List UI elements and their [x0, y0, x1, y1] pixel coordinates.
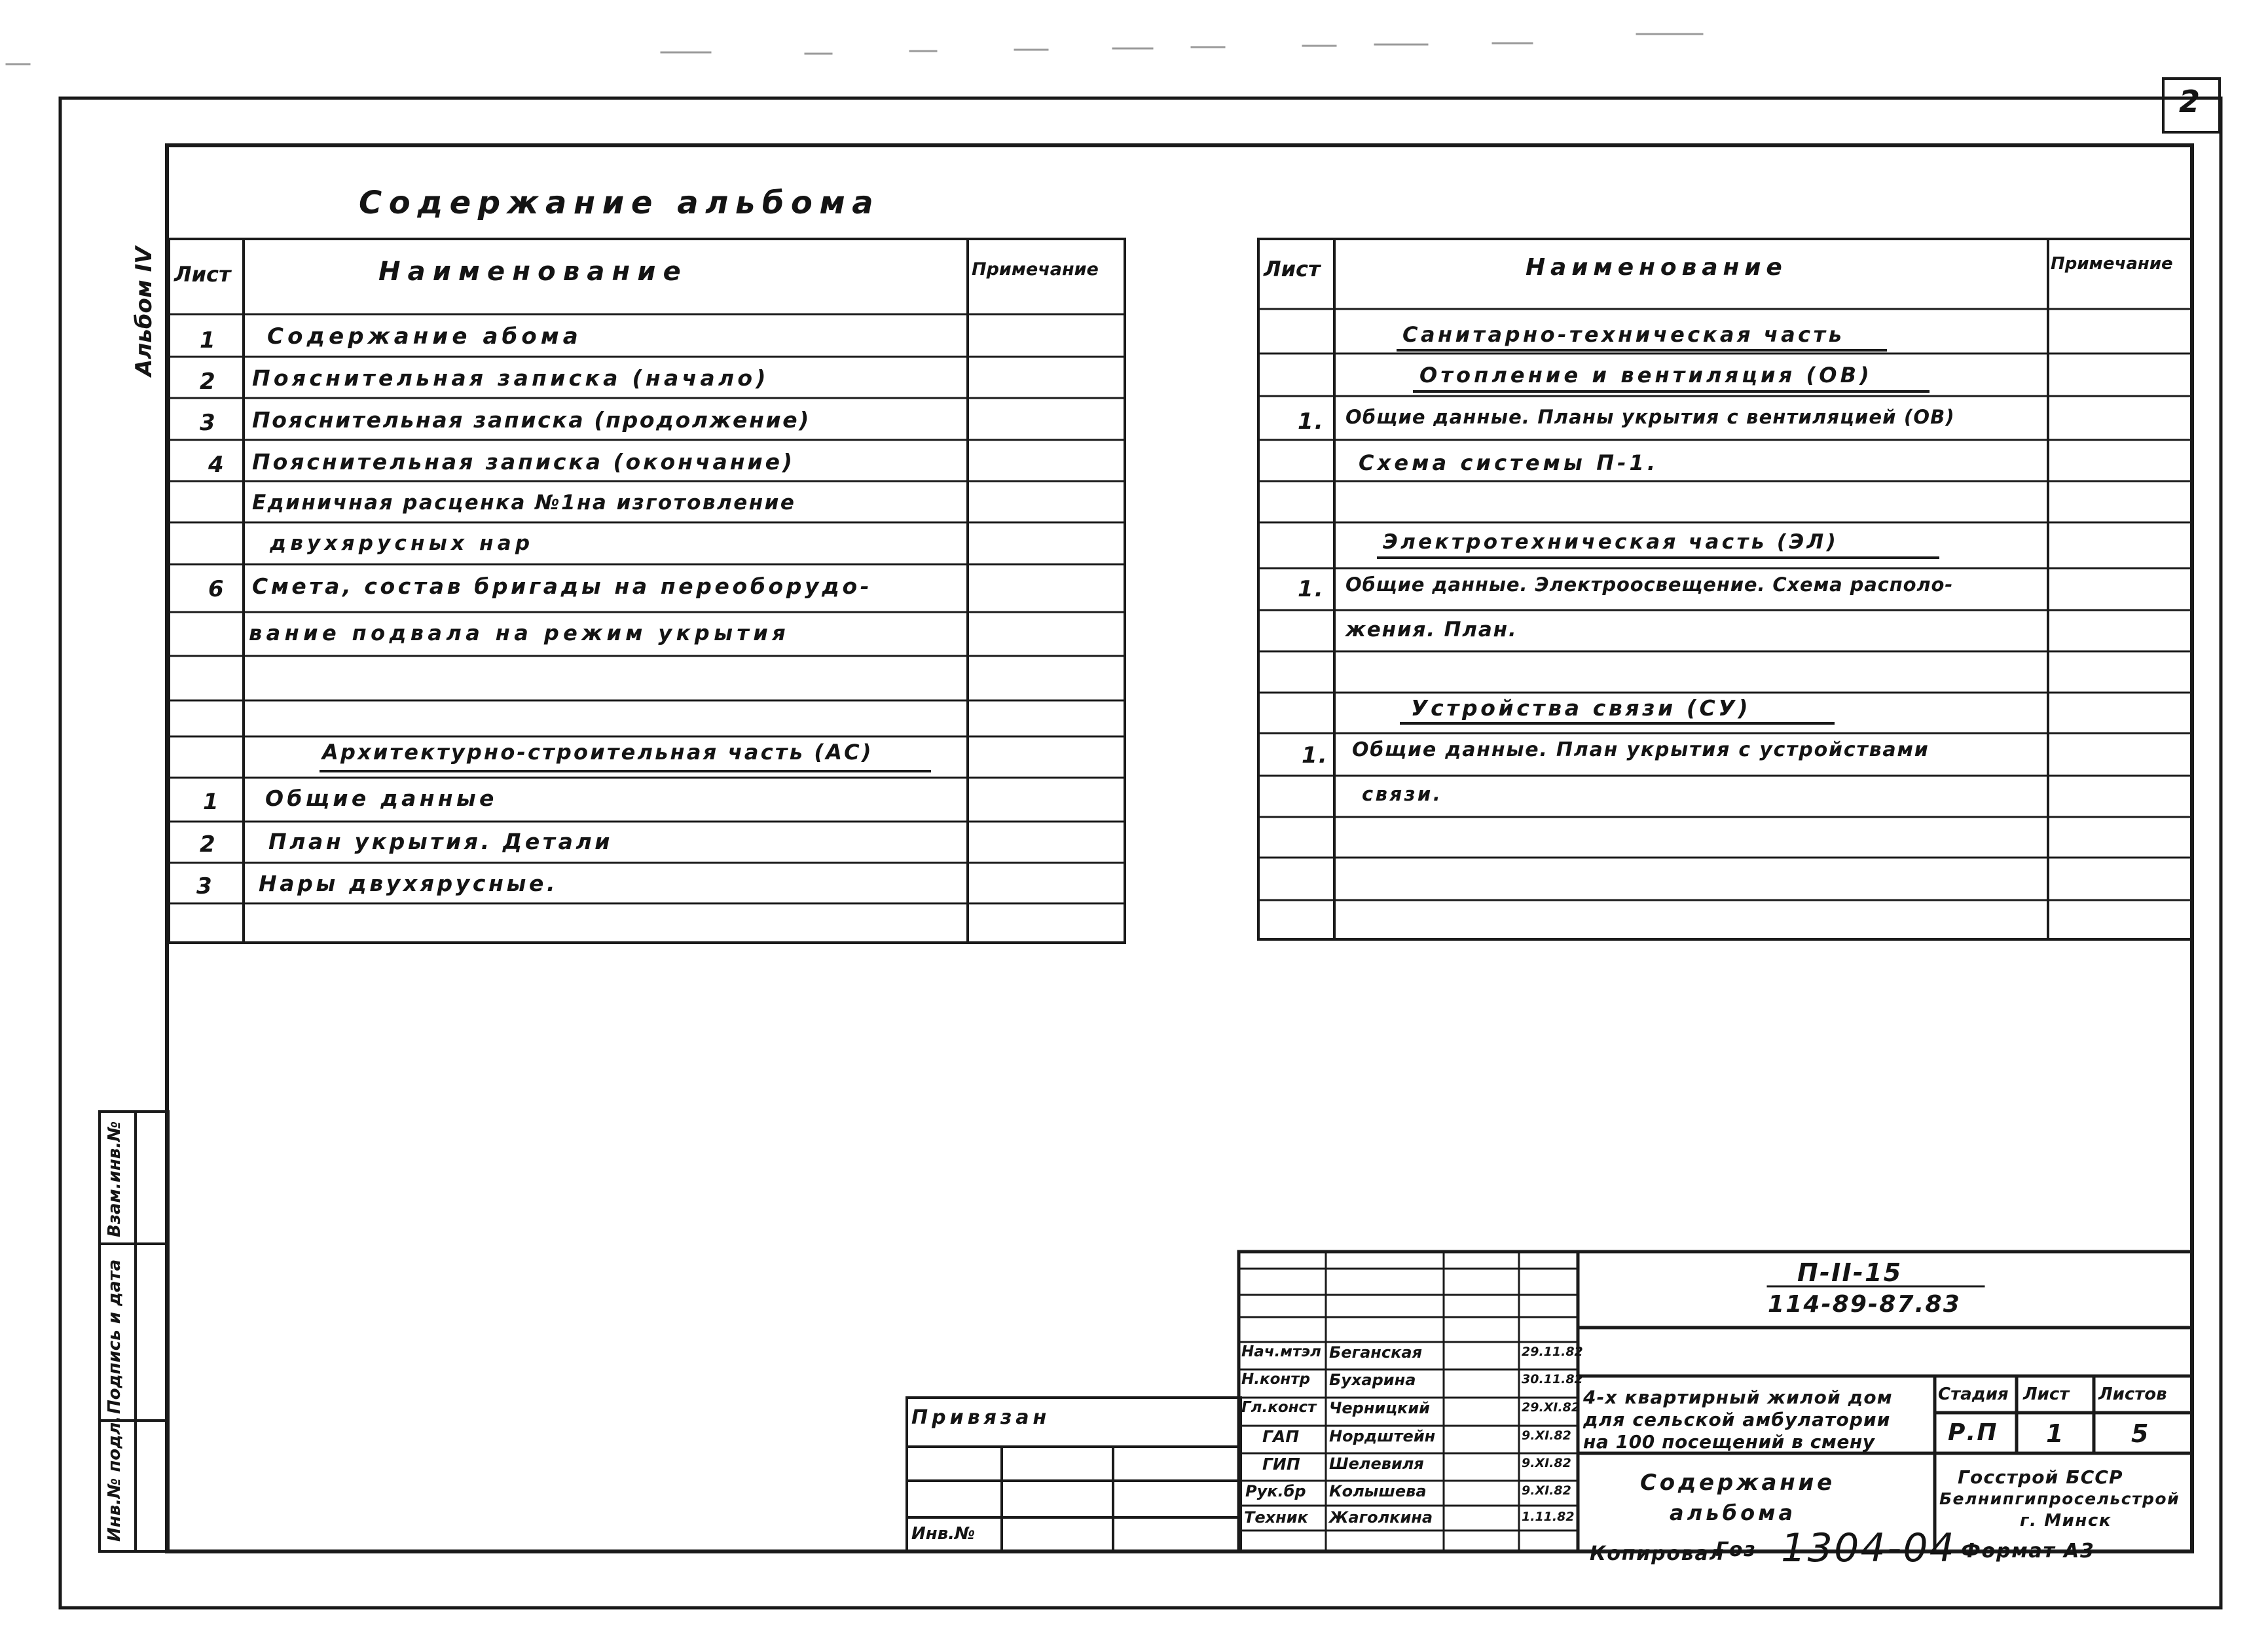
binding-label: Привязан — [911, 1406, 1051, 1429]
left-row-sheet: 2 — [200, 831, 217, 858]
staff-name: Бухарина — [1329, 1371, 1416, 1389]
right-header-name: Наименование — [1526, 254, 1787, 281]
staff-date: 9.XI.82 — [1522, 1456, 1571, 1470]
right-section-heading: Санитарно-техническая часть — [1402, 322, 1845, 347]
drawing-number: 1304-04 — [1781, 1525, 1956, 1571]
right-row-name: Общие данные. План укрытия с устройствами — [1352, 738, 1930, 761]
sheet-value: 1 — [2046, 1419, 2065, 1448]
right-row-name: связи. — [1362, 783, 1443, 805]
org-line: Белнипгипросельстрой — [1939, 1489, 2180, 1508]
project-name-line: для сельской амбулатории — [1583, 1409, 1891, 1430]
format-label: Формат А3 — [1961, 1540, 2095, 1563]
left-row-sheet: 3 — [196, 873, 213, 899]
staff-date: 29.11.82 — [1522, 1345, 1583, 1359]
right-row-name: Схема системы П-1. — [1359, 450, 1659, 475]
staff-name: Колышева — [1329, 1482, 1427, 1500]
left-section-heading: Архитектурно-строительная часть (АС) — [322, 740, 873, 765]
document-title: Содержание альбома — [359, 185, 881, 221]
left-row-name: Нары двухярусные. — [259, 871, 558, 896]
right-row-name: Общие данные. Электроосвещение. Схема располо- — [1345, 573, 1954, 596]
left-row-sheet: 3 — [200, 410, 217, 436]
copied-label: Копировал — [1590, 1542, 1725, 1565]
side-stamp-sign-date-label: Подпись и дата — [105, 1259, 124, 1414]
left-row-sheet: 6 — [208, 576, 225, 602]
staff-date: 29.XI.82 — [1522, 1400, 1581, 1415]
staff-date: 9.XI.82 — [1522, 1428, 1571, 1443]
left-header-name: Наименование — [378, 257, 688, 287]
staff-name: Нордштейн — [1329, 1427, 1436, 1445]
side-stamp-inv-label: Инв.№ подл. — [105, 1415, 124, 1542]
staff-role: Н.контр — [1241, 1371, 1311, 1388]
staff-date: 30.11.82 — [1522, 1372, 1583, 1386]
left-row-name: Общие данные — [265, 786, 498, 811]
left-row-name: Смета, состав бригады на переоборудо- — [252, 573, 873, 599]
project-code-line1: П-II-15 — [1797, 1258, 1903, 1287]
sheet-header: Лист — [2023, 1385, 2070, 1404]
stage-value: Р.П — [1948, 1419, 1998, 1446]
right-row-sheet: 1. — [1302, 742, 1328, 769]
left-row-name: Пояснительная записка (продолжение) — [252, 407, 811, 433]
copied-signature: Гоз — [1715, 1538, 1757, 1561]
right-section-heading: Электротехническая часть (ЭЛ) — [1383, 530, 1839, 554]
side-stamp-replace-label: Взам.инв.№ — [105, 1121, 124, 1237]
left-row-name: Пояснительная записка (начало) — [252, 365, 769, 391]
sheet-title-line: альбома — [1670, 1500, 1797, 1525]
right-row-name: Общие данные. Планы укрытия с вентиляцией (ОВ) — [1345, 406, 1955, 428]
staff-name: Шелевиля — [1329, 1455, 1424, 1473]
left-row-name: Единичная расценка №1на изготовление — [252, 491, 796, 515]
album-side-label: Альбом IV — [131, 246, 157, 376]
staff-role: ГИП — [1262, 1455, 1300, 1474]
staff-name: Беганская — [1329, 1343, 1423, 1362]
left-header-sheet: Лист — [174, 262, 231, 287]
staff-role: ГАП — [1262, 1427, 1300, 1446]
left-row-sheet: 4 — [208, 452, 225, 478]
left-row-sheet: 1 — [200, 327, 217, 353]
right-section-heading: Отопление и вентиляция (ОВ) — [1419, 363, 1873, 388]
left-header-note: Примечание — [972, 259, 1099, 280]
org-line: Госстрой БССР — [1958, 1466, 2123, 1488]
left-row-name: двухярусных нар — [270, 532, 534, 555]
stage-header: Стадия — [1938, 1385, 2009, 1404]
left-row-name: вание подвала на режим укрытия — [249, 621, 790, 645]
right-row-name: жения. План. — [1345, 618, 1518, 642]
right-header-sheet: Лист — [1264, 257, 1321, 281]
staff-name: Жаголкина — [1329, 1508, 1433, 1527]
staff-date: 9.XI.82 — [1522, 1483, 1571, 1498]
left-row-name: План укрытия. Детали — [268, 829, 613, 854]
left-row-name: Содержание абома — [267, 323, 582, 350]
left-row-sheet: 1 — [203, 789, 220, 815]
right-row-sheet: 1. — [1298, 576, 1325, 602]
staff-date: 1.11.82 — [1522, 1510, 1575, 1524]
org-line: г. Минск — [2020, 1511, 2112, 1531]
binding-inv-label: Инв.№ — [911, 1524, 976, 1544]
staff-role: Рук.бр — [1245, 1482, 1306, 1500]
right-section-heading: Устройства связи (СУ) — [1411, 695, 1751, 721]
sheets-value: 5 — [2131, 1419, 2150, 1448]
sheets-header: Листов — [2098, 1385, 2167, 1404]
project-code-line2: 114-89-87.83 — [1768, 1291, 1961, 1318]
left-row-sheet: 2 — [200, 369, 217, 395]
staff-role: Гл.конст — [1241, 1399, 1317, 1416]
sheet-number: 2 — [2179, 84, 2202, 119]
staff-role: Нач.мтэл — [1241, 1343, 1321, 1360]
right-header-note: Примечание — [2051, 254, 2173, 274]
project-name-line: на 100 посещений в смену — [1583, 1431, 1875, 1453]
staff-role: Техник — [1244, 1508, 1308, 1527]
project-name-line: 4-х квартирный жилой дом — [1583, 1386, 1893, 1408]
left-row-name: Пояснительная записка (окончание) — [252, 449, 795, 475]
right-row-sheet: 1. — [1298, 408, 1325, 435]
staff-name: Черницкий — [1329, 1399, 1430, 1417]
sheet-title-line: Содержание — [1640, 1470, 1835, 1496]
